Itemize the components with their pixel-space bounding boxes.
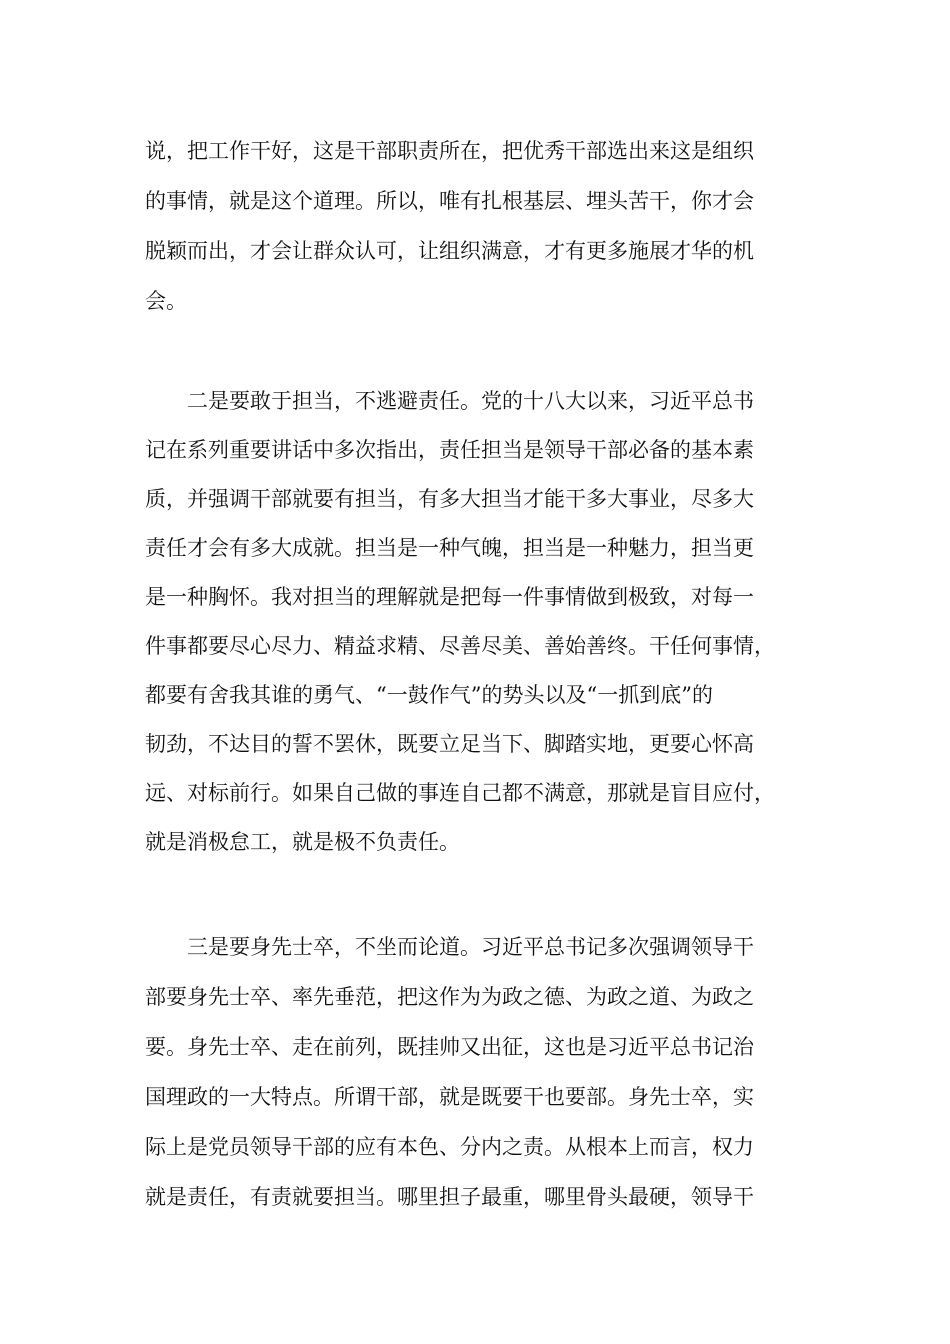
- paragraph-line: 是一种胸怀。我对担当的理解就是把每一件事情做到极致，对每一: [145, 585, 754, 609]
- paragraph-line: 就是消极怠工，就是极不负责任。: [145, 830, 460, 854]
- paragraph-line: 的事情，就是这个道理。所以，唯有扎根基层、埋头苦干，你才会: [145, 189, 754, 213]
- paragraph-line: 脱颖而出，才会让群众认可，让组织满意，才有更多施展才华的机: [145, 239, 754, 263]
- paragraph-line: 都要有舍我其谁的勇气、“一鼓作气”的势头以及“一抓到底”的: [145, 683, 713, 707]
- paragraph-line: 三是要身先士卒，不坐而论道。习近平总书记多次强调领导干: [187, 935, 754, 959]
- paragraph-line: 要。身先士卒、走在前列，既挂帅又出征，这也是习近平总书记治: [145, 1035, 754, 1059]
- paragraph-line: 会。: [145, 289, 187, 313]
- paragraph-line: 际上是党员领导干部的应有本色、分内之责。从根本上而言，权力: [145, 1135, 754, 1159]
- paragraph-line: 就是责任，有责就要担当。哪里担子最重，哪里骨头最硬，领导干: [145, 1185, 754, 1209]
- paragraph-line: 说，把工作干好，这是干部职责所在，把优秀干部选出来这是组织: [145, 139, 754, 163]
- paragraph-line: 国理政的一大特点。所谓干部，就是既要干也要部。身先士卒，实: [145, 1085, 754, 1109]
- paragraph-line: 件事都要尽心尽力、精益求精、尽善尽美、善始善终。干任何事情，: [145, 634, 775, 658]
- paragraph-line: 记在系列重要讲话中多次指出，责任担当是领导干部必备的基本素: [145, 438, 754, 462]
- paragraph-line: 二是要敢于担当，不逃避责任。党的十八大以来，习近平总书: [187, 389, 754, 413]
- paragraph-line: 部要身先士卒、率先垂范，把这作为为政之德、为政之道、为政之: [145, 985, 754, 1009]
- paragraph-line: 韧劲，不达目的誓不罢休，既要立足当下、脚踏实地，更要心怀高: [145, 732, 754, 756]
- paragraph-line: 远、对标前行。如果自己做的事连自己都不满意，那就是盲目应付，: [145, 781, 775, 805]
- paragraph-line: 质，并强调干部就要有担当，有多大担当才能干多大事业，尽多大: [145, 487, 754, 511]
- paragraph-line: 责任才会有多大成就。担当是一种气魄，担当是一种魅力，担当更: [145, 536, 754, 560]
